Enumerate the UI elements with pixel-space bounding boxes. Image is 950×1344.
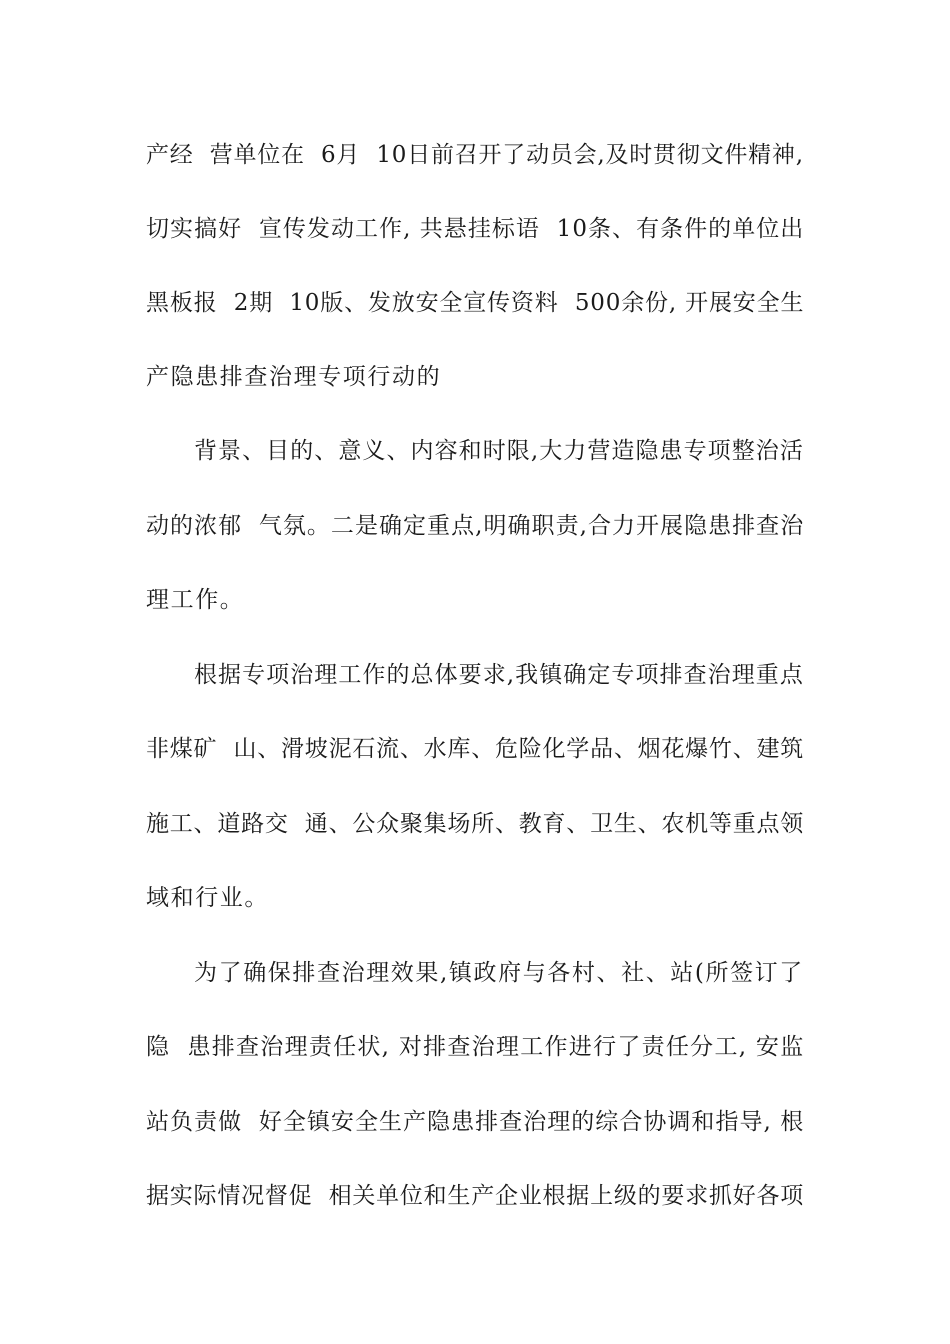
text-line-7: 理工作。 <box>146 587 245 613</box>
text-line-15: 据实际情况督促 相关单位和生产企业根据上级的要求抓好各项 <box>146 1183 805 1209</box>
text-line-9: 非煤矿 山、滑坡泥石流、水库、危险化学品、烟花爆竹、建筑 <box>146 736 805 762</box>
text-line-5: 背景、目的、意义、内容和时限,大力营造隐患专项整治活 <box>194 438 804 464</box>
text-line-10: 施工、道路交 通、公众聚集场所、教育、卫生、农机等重点领 <box>146 811 805 837</box>
text-line-3: 黑板报 2期 10版、发放安全宣传资料 500余份, 开展安全生 <box>146 290 805 316</box>
text-line-13: 隐 患排查治理责任状, 对排查治理工作进行了责任分工, 安监 <box>146 1034 805 1060</box>
text-line-14: 站负责做 好全镇安全生产隐患排查治理的综合协调和指导, 根 <box>146 1109 805 1135</box>
text-line-2: 切实搞好 宣传发动工作, 共悬挂标语 10条、有条件的单位出 <box>146 216 805 242</box>
text-line-12: 为了确保排查治理效果,镇政府与各村、社、站(所签订了 <box>194 960 804 986</box>
text-line-8: 根据专项治理工作的总体要求,我镇确定专项排查治理重点 <box>194 662 804 688</box>
text-line-4: 产隐患排查治理专项行动的 <box>146 364 442 390</box>
text-line-6: 动的浓郁 气氛。二是确定重点,明确职责,合力开展隐患排查治 <box>146 513 805 539</box>
text-line-1: 产经 营单位在 6月 10日前召开了动员会,及时贯彻文件精神, <box>146 142 804 168</box>
text-line-11: 域和行业。 <box>146 885 269 911</box>
